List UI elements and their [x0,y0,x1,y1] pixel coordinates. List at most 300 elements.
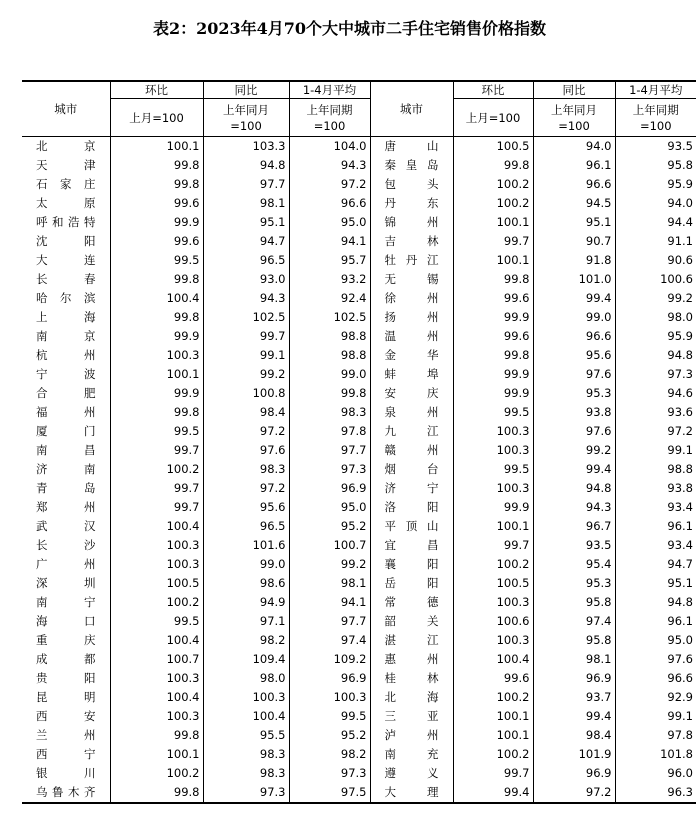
avg-cell: 94.0 [615,194,696,213]
city-name-cell: 天 津 [36,158,96,172]
table-row [22,441,696,460]
city-name-cell: 广 州 [36,557,96,571]
mom-cell: 99.6 [453,669,533,688]
yoy-cell: 91.8 [533,251,615,270]
city-name-cell: 无 锡 [370,270,453,289]
avg-cell: 97.2 [289,175,370,194]
mom-cell: 100.2 [453,745,533,764]
mom-cell: 100.5 [453,137,533,157]
yoy-cell: 98.1 [533,650,615,669]
yoy-cell: 93.5 [533,536,615,555]
city-name-cell: 武 汉 [36,519,96,533]
mom-cell: 99.5 [110,612,203,631]
yoy-cell: 99.4 [533,460,615,479]
mom-cell: 99.7 [110,498,203,517]
yoy-cell: 97.2 [203,422,289,441]
yoy-cell: 90.7 [533,232,615,251]
yoy-cell: 99.1 [203,346,289,365]
city-name-cell: 包 头 [370,175,453,194]
yoy-cell: 95.3 [533,384,615,403]
yoy-cell: 95.6 [533,346,615,365]
mom-cell: 99.5 [110,422,203,441]
mom-cell: 99.9 [453,384,533,403]
mom-cell: 99.7 [110,441,203,460]
table-row [22,593,696,612]
city-name-cell: 徐 州 [370,289,453,308]
avg-cell: 94.6 [615,384,696,403]
city-name-cell: 大 连 [36,253,96,267]
mom-cell: 99.9 [453,308,533,327]
mom-cell: 99.7 [453,764,533,783]
city-name-cell: 青 岛 [36,481,96,495]
avg-cell: 94.1 [289,593,370,612]
yoy-cell: 97.6 [203,441,289,460]
yoy-cell: 98.0 [203,669,289,688]
yoy-cell: 98.3 [203,460,289,479]
city-name-cell: 海 口 [36,614,96,628]
avg-cell: 99.8 [289,384,370,403]
yoy-cell: 97.6 [533,365,615,384]
avg-cell: 100.6 [615,270,696,289]
yoy-cell: 99.2 [533,441,615,460]
table-row [22,764,696,783]
avg-cell: 95.7 [289,251,370,270]
city-name-cell: 银 川 [36,766,96,780]
table-row [22,688,696,707]
yoy-cell: 99.4 [533,707,615,726]
yoy-cell: 98.3 [203,764,289,783]
yoy-cell: 94.3 [203,289,289,308]
yoy-cell: 103.3 [203,137,289,157]
table-row [22,232,696,251]
city-name-cell: 重 庆 [36,633,96,647]
city-name-cell: 西 安 [36,709,96,723]
table-row [22,384,696,403]
header-mom-sub-right: 上月=100 [453,99,533,137]
yoy-cell: 97.3 [203,783,289,803]
avg-cell: 95.1 [615,574,696,593]
mom-cell: 100.1 [453,517,533,536]
avg-cell: 95.0 [615,631,696,650]
city-name-cell: 宜 昌 [370,536,453,555]
yoy-cell: 98.1 [203,194,289,213]
mom-cell: 100.2 [110,593,203,612]
yoy-cell: 97.2 [533,783,615,803]
city-name-cell: 太 原 [36,196,96,210]
yoy-cell: 96.7 [533,517,615,536]
avg-cell: 104.0 [289,137,370,157]
city-name-cell: 济 宁 [370,479,453,498]
avg-cell: 97.3 [289,460,370,479]
mom-cell: 100.5 [110,574,203,593]
price-index-table [22,80,696,804]
mom-cell: 99.8 [110,270,203,289]
city-name-cell: 长 春 [36,272,96,286]
city-name-cell: 锦 州 [370,213,453,232]
yoy-cell: 100.3 [203,688,289,707]
avg-cell: 98.2 [289,745,370,764]
avg-cell: 95.9 [615,327,696,346]
table-row [22,669,696,688]
avg-cell: 97.8 [289,422,370,441]
city-name-cell: 南 宁 [36,595,96,609]
mom-cell: 100.3 [110,707,203,726]
avg-cell: 95.0 [289,498,370,517]
city-name-cell: 岳 阳 [370,574,453,593]
city-name-cell: 南 京 [36,329,96,343]
header-mom-right: 环比 [453,81,533,99]
yoy-cell: 95.4 [533,555,615,574]
avg-cell: 95.9 [615,175,696,194]
mom-cell: 99.9 [110,213,203,232]
mom-cell: 100.1 [453,707,533,726]
mom-cell: 99.5 [110,251,203,270]
mom-cell: 100.1 [110,745,203,764]
yoy-cell: 95.5 [203,726,289,745]
mom-cell: 100.4 [110,517,203,536]
avg-cell: 99.2 [289,555,370,574]
avg-cell: 102.5 [289,308,370,327]
city-name-cell: 丹 东 [370,194,453,213]
header-avg-right: 1-4月平均 [615,81,696,99]
city-name-cell: 上 海 [36,310,96,324]
table-row [22,612,696,631]
avg-cell: 96.9 [289,479,370,498]
yoy-cell: 102.5 [203,308,289,327]
mom-cell: 100.3 [110,555,203,574]
yoy-cell: 100.8 [203,384,289,403]
city-name-cell: 西 宁 [36,747,96,761]
mom-cell: 100.6 [453,612,533,631]
header-avg-sub-left: 上年同期=100 [289,99,370,137]
avg-cell: 98.8 [289,327,370,346]
avg-cell: 99.1 [615,707,696,726]
yoy-cell: 95.6 [203,498,289,517]
yoy-cell: 97.6 [533,422,615,441]
yoy-cell: 97.7 [203,175,289,194]
yoy-cell: 98.4 [533,726,615,745]
mom-cell: 99.6 [453,289,533,308]
avg-cell: 96.9 [289,669,370,688]
city-name-cell: 烟 台 [370,460,453,479]
city-name-cell: 杭 州 [36,348,96,362]
mom-cell: 99.8 [110,783,203,803]
yoy-cell: 98.4 [203,403,289,422]
mom-cell: 99.5 [453,403,533,422]
avg-cell: 96.6 [615,669,696,688]
avg-cell: 93.8 [615,479,696,498]
avg-cell: 94.3 [289,156,370,175]
yoy-cell: 93.8 [533,403,615,422]
city-name-cell: 桂 林 [370,669,453,688]
mom-cell: 100.4 [453,650,533,669]
yoy-cell: 100.4 [203,707,289,726]
avg-cell: 98.8 [615,460,696,479]
avg-cell: 92.4 [289,289,370,308]
city-name-cell: 合 肥 [36,386,96,400]
table-row [22,289,696,308]
mom-cell: 100.3 [110,346,203,365]
yoy-cell: 94.9 [203,593,289,612]
mom-cell: 99.4 [453,783,533,803]
city-name-cell: 安 庆 [370,384,453,403]
yoy-cell: 95.1 [203,213,289,232]
avg-cell: 98.1 [289,574,370,593]
city-name-cell: 郑 州 [36,500,96,514]
avg-cell: 97.6 [615,650,696,669]
avg-cell: 96.0 [615,764,696,783]
city-name-cell: 昆 明 [36,690,96,704]
city-name-cell: 宁 波 [36,367,96,381]
avg-cell: 99.2 [615,289,696,308]
yoy-cell: 99.4 [533,289,615,308]
avg-cell: 94.7 [615,555,696,574]
city-name-cell: 常 德 [370,593,453,612]
city-name-cell: 金 华 [370,346,453,365]
city-name-cell: 蚌 埠 [370,365,453,384]
city-name-cell: 乌鲁木齐 [22,783,110,803]
mom-cell: 99.6 [453,327,533,346]
yoy-cell: 94.8 [203,156,289,175]
mom-cell: 100.3 [110,536,203,555]
yoy-cell: 97.4 [533,612,615,631]
city-name-cell: 襄 阳 [370,555,453,574]
mom-cell: 100.2 [453,688,533,707]
mom-cell: 100.5 [453,574,533,593]
mom-cell: 100.1 [453,726,533,745]
avg-cell: 97.3 [289,764,370,783]
mom-cell: 100.3 [110,669,203,688]
mom-cell: 100.1 [453,213,533,232]
avg-cell: 95.2 [289,517,370,536]
table-row [22,707,696,726]
table-row [22,194,696,213]
mom-cell: 100.3 [453,422,533,441]
city-name-cell: 牡丹江 [370,251,453,270]
avg-cell: 94.8 [615,593,696,612]
yoy-cell: 95.8 [533,631,615,650]
yoy-cell: 95.8 [533,593,615,612]
mom-cell: 99.8 [453,270,533,289]
table-row [22,213,696,232]
avg-cell: 97.2 [615,422,696,441]
mom-cell: 100.3 [453,479,533,498]
table-row [22,422,696,441]
mom-cell: 99.8 [453,346,533,365]
table-row [22,536,696,555]
mom-cell: 100.3 [453,593,533,612]
avg-cell: 90.6 [615,251,696,270]
city-name-cell: 呼和浩特 [36,215,96,229]
yoy-cell: 99.2 [203,365,289,384]
yoy-cell: 98.3 [203,745,289,764]
city-name-cell: 湛 江 [370,631,453,650]
header-mom-left: 环比 [110,81,203,99]
yoy-cell: 96.6 [533,175,615,194]
table-row [22,631,696,650]
avg-cell: 95.2 [289,726,370,745]
avg-cell: 91.1 [615,232,696,251]
mom-cell: 100.2 [110,764,203,783]
mom-cell: 99.8 [110,308,203,327]
city-name-cell: 秦皇岛 [370,156,453,175]
avg-cell: 99.0 [289,365,370,384]
header-yoy-sub-left: 上年同月=100 [203,99,289,137]
mom-cell: 100.2 [453,194,533,213]
table-row [22,308,696,327]
avg-cell: 93.6 [615,403,696,422]
table-row [22,175,696,194]
mom-cell: 99.6 [110,194,203,213]
table-row [22,251,696,270]
city-name-cell: 洛 阳 [370,498,453,517]
avg-cell: 94.1 [289,232,370,251]
mom-cell: 100.4 [110,631,203,650]
avg-cell: 98.0 [615,308,696,327]
mom-cell: 99.9 [453,498,533,517]
city-name-cell: 九 江 [370,422,453,441]
city-name-cell: 泸 州 [370,726,453,745]
mom-cell: 99.7 [453,232,533,251]
avg-cell: 94.8 [615,346,696,365]
table-title: 表2：2023年4月70个大中城市二手住宅销售价格指数 [152,19,547,38]
avg-cell: 100.3 [289,688,370,707]
table-row [22,479,696,498]
avg-cell: 98.8 [289,346,370,365]
yoy-cell: 96.5 [203,517,289,536]
avg-cell: 95.8 [615,156,696,175]
header-yoy-right: 同比 [533,81,615,99]
mom-cell: 99.6 [110,232,203,251]
yoy-cell: 99.7 [203,327,289,346]
avg-cell: 97.7 [289,441,370,460]
city-name-cell: 厦 门 [36,424,96,438]
avg-cell: 97.7 [289,612,370,631]
avg-cell: 92.9 [615,688,696,707]
avg-cell: 96.3 [615,783,696,803]
avg-cell: 99.1 [615,441,696,460]
table-row [22,745,696,764]
avg-cell: 96.1 [615,517,696,536]
city-name-cell: 哈尔滨 [36,291,96,305]
table-row [22,346,696,365]
table-row [22,270,696,289]
mom-cell: 99.8 [453,156,533,175]
city-name-cell: 济 南 [36,462,96,476]
avg-cell: 93.4 [615,498,696,517]
mom-cell: 100.1 [453,251,533,270]
yoy-cell: 98.2 [203,631,289,650]
table-row [22,555,696,574]
yoy-cell: 96.9 [533,669,615,688]
table-row [22,498,696,517]
city-name-cell: 南 昌 [36,443,96,457]
mom-cell: 100.2 [453,555,533,574]
city-name-cell: 北 海 [370,688,453,707]
yoy-cell: 101.6 [203,536,289,555]
table-row [22,403,696,422]
header-avg-sub-right: 上年同期=100 [615,99,696,137]
yoy-cell: 99.0 [203,555,289,574]
yoy-cell: 96.5 [203,251,289,270]
avg-cell: 98.3 [289,403,370,422]
mom-cell: 99.8 [110,726,203,745]
avg-cell: 93.5 [615,137,696,157]
city-name-cell: 唐 山 [370,137,453,157]
table-row [22,365,696,384]
mom-cell: 100.3 [453,631,533,650]
header-city-right: 城市 [370,81,453,137]
yoy-cell: 94.0 [533,137,615,157]
mom-cell: 99.7 [110,479,203,498]
mom-cell: 100.4 [110,688,203,707]
avg-cell: 99.5 [289,707,370,726]
city-name-cell: 深 圳 [36,576,96,590]
table-row [22,327,696,346]
city-name-cell: 韶 关 [370,612,453,631]
city-name-cell: 长 沙 [36,538,96,552]
yoy-cell: 101.9 [533,745,615,764]
mom-cell: 100.3 [453,441,533,460]
yoy-cell: 97.2 [203,479,289,498]
city-name-cell: 吉 林 [370,232,453,251]
avg-cell: 93.2 [289,270,370,289]
avg-cell: 100.7 [289,536,370,555]
mom-cell: 99.7 [453,536,533,555]
yoy-cell: 93.7 [533,688,615,707]
avg-cell: 95.0 [289,213,370,232]
avg-cell: 97.4 [289,631,370,650]
mom-cell: 99.9 [110,327,203,346]
mom-cell: 99.9 [110,384,203,403]
yoy-cell: 95.1 [533,213,615,232]
table-row [22,574,696,593]
header-yoy-sub-right: 上年同月=100 [533,99,615,137]
table-row [22,650,696,669]
city-name-cell: 三 亚 [370,707,453,726]
mom-cell: 99.8 [110,175,203,194]
yoy-cell: 93.0 [203,270,289,289]
table-row [22,726,696,745]
city-name-cell: 赣 州 [370,441,453,460]
header-city-left: 城市 [22,81,110,137]
table-row [22,517,696,536]
city-name-cell: 泉 州 [370,403,453,422]
city-name-cell: 兰 州 [36,728,96,742]
mom-cell: 99.8 [110,156,203,175]
mom-cell: 100.2 [110,460,203,479]
city-name-cell: 扬 州 [370,308,453,327]
mom-cell: 100.4 [110,289,203,308]
avg-cell: 94.4 [615,213,696,232]
city-name-cell: 平顶山 [370,517,453,536]
table-row [22,460,696,479]
avg-cell: 101.8 [615,745,696,764]
yoy-cell: 97.1 [203,612,289,631]
avg-cell: 96.6 [289,194,370,213]
city-name-cell: 惠 州 [370,650,453,669]
header-yoy-left: 同比 [203,81,289,99]
city-name-cell: 温 州 [370,327,453,346]
city-name-cell: 南 充 [370,745,453,764]
avg-cell: 109.2 [289,650,370,669]
city-name-cell: 沈 阳 [36,234,96,248]
city-name-cell: 遵 义 [370,764,453,783]
table-row [22,156,696,175]
yoy-cell: 96.1 [533,156,615,175]
mom-cell: 99.8 [110,403,203,422]
yoy-cell: 98.6 [203,574,289,593]
